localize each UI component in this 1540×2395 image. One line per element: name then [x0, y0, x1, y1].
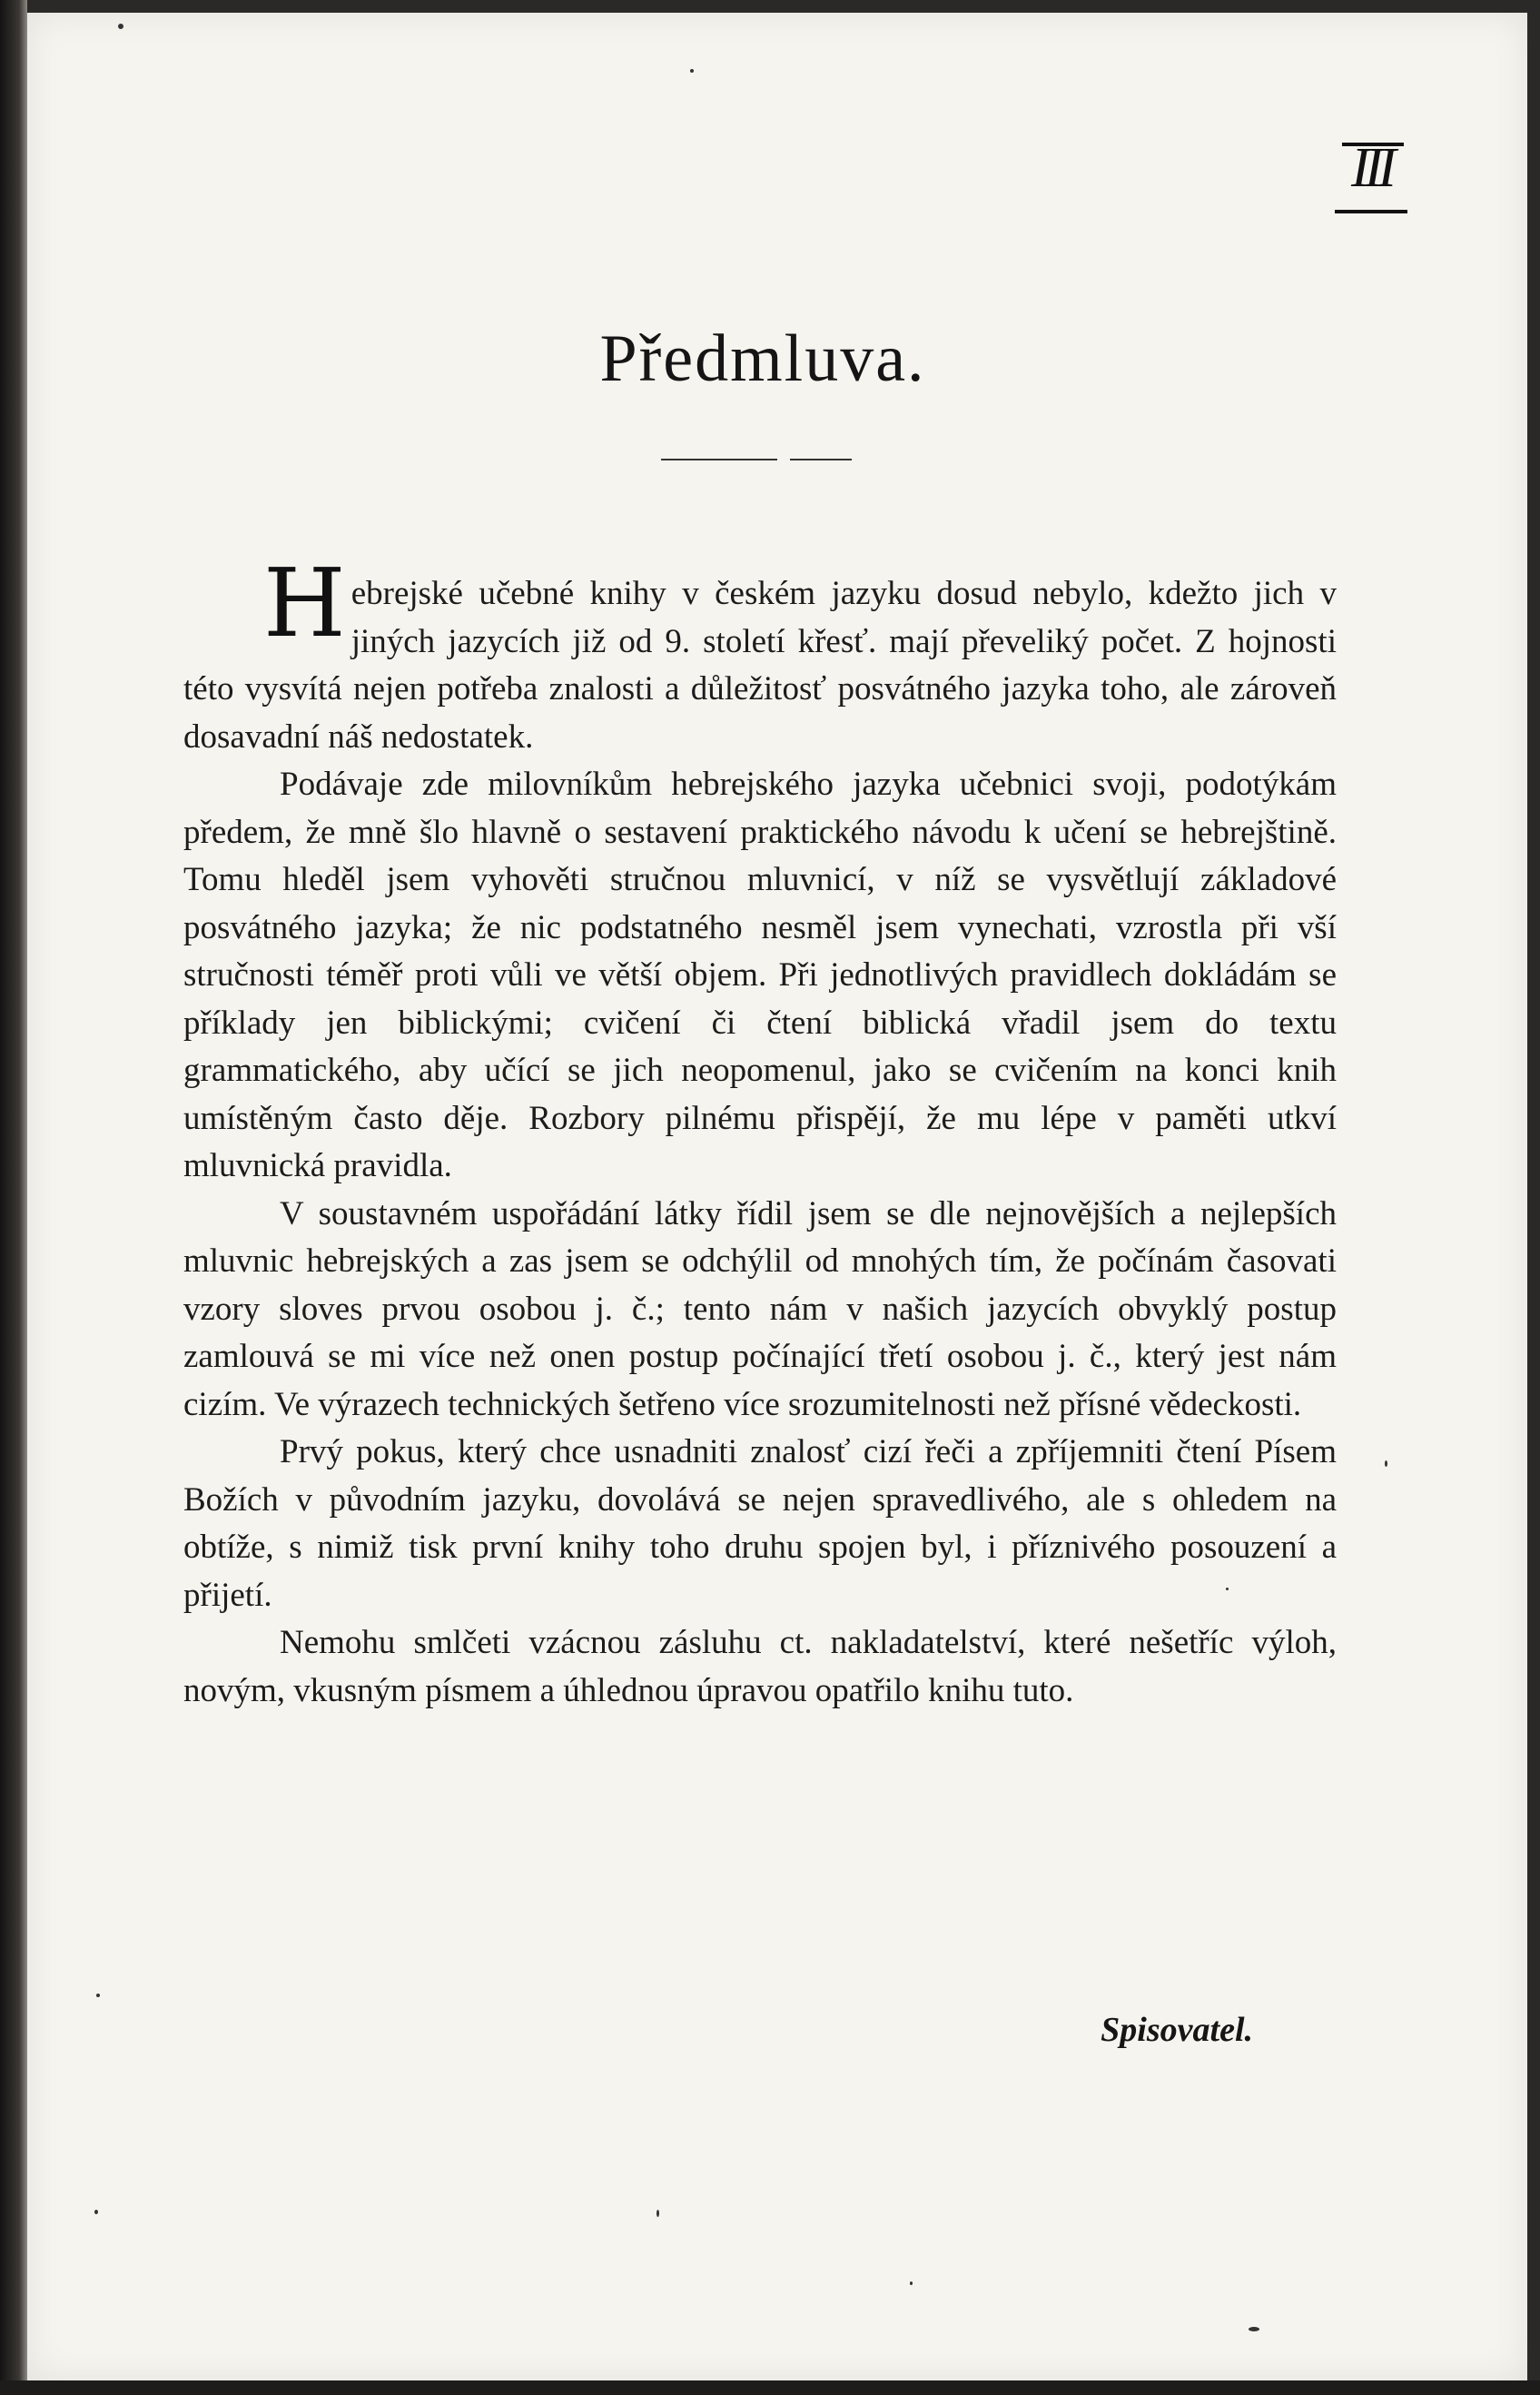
scan-speck [1385, 1460, 1387, 1467]
page-title: Předmluva. [599, 322, 926, 396]
title-divider [661, 459, 777, 460]
paragraph: Prvý pokus, který chce usnadniti znalosť cizí řeči a zpříjemniti čtení Písem Božích v původním jazyku, dovolává se nejen spravedlivého, ale s ohledem na obtíže, s nimiž tisk první knihy toho druhu spojen byl, i příznivého posouzení a přijetí. [183, 1433, 1337, 1614]
author-signature: Spisovatel. [1101, 2011, 1253, 2049]
scan-speck [1226, 1588, 1229, 1590]
scan-speck [1249, 2327, 1259, 2331]
book-spine-edge [0, 0, 27, 2395]
scan-speck [910, 2281, 913, 2285]
drop-cap: H [263, 548, 346, 658]
scan-speck [96, 1994, 100, 1997]
paragraph-text: ebrejské učebné knihy v českém jazyku dosud nebylo, kdežto jich v jiných jazycích již od 9. století křesť. mají převeliký počet. Z hojnosti této vysvítá nejen potřeba znalosti a důležitosť posvátného jazyka toho, ale zároveň dosavadní náš nedostatek. [183, 575, 1337, 756]
page-number: III [1351, 137, 1391, 199]
scan-speck [94, 2210, 98, 2214]
paragraph: Podávaje zde milovníkům hebrejského jazyka učebnici svoji, podotýkám předem, že mně šlo hlavně o sestavení praktického návodu k učení se hebrejštině. Tomu hleděl jsem vyhověti stručnou mluvnicí, v níž se vysvětlují základové posvátného jazyka; že nic podstatného nesměl jsem vynechati, vzrostla při vší stručnosti téměř proti vůli ve větší objem. Při jednotlivých pravidlech dokládám se příklady jen biblickými; cvičení či čtení biblická vřadil jsem do textu grammatického, aby učící se jich neopomenul, jako se cvičením na konci knih umístěným často děje. Rozbory pilnému přispějí, že mu lépe v paměti utkví mluvnická pravidla. [183, 766, 1337, 1184]
scan-right-edge [1527, 0, 1540, 2395]
page-number-rule-bottom [1335, 210, 1407, 213]
scan-bottom-edge [0, 2380, 1540, 2395]
title-divider [790, 459, 852, 460]
scan-speck [118, 24, 123, 29]
scan-speck [656, 2210, 659, 2217]
paragraph: Nemohu smlčeti vzácnou zásluhu ct. nakladatelství, které nešetříc výloh, novým, vkusným písmem a úhlednou úpravou opatřilo knihu tuto. [183, 1624, 1337, 1709]
scan-speck [690, 69, 694, 73]
preface-body [183, 548, 1337, 1715]
paragraph: V soustavném uspořádání látky řídil jsem se dle nejnovějších a nejlepších mluvnic hebrejských a zas jsem se odchýlil od mnohých tím, že počínám časovati vzory sloves prvou osobou j. č.; tento nám v našich jazycích obvyklý postup zamlouvá se mi více než onen postup počínající třetí osobou j. č., který jest nám cizím. Ve výrazech technických šetřeno více srozumitelnosti než přísné vědeckosti. [183, 1194, 1337, 1423]
scan-top-edge [0, 0, 1540, 13]
paragraph [183, 548, 1337, 761]
